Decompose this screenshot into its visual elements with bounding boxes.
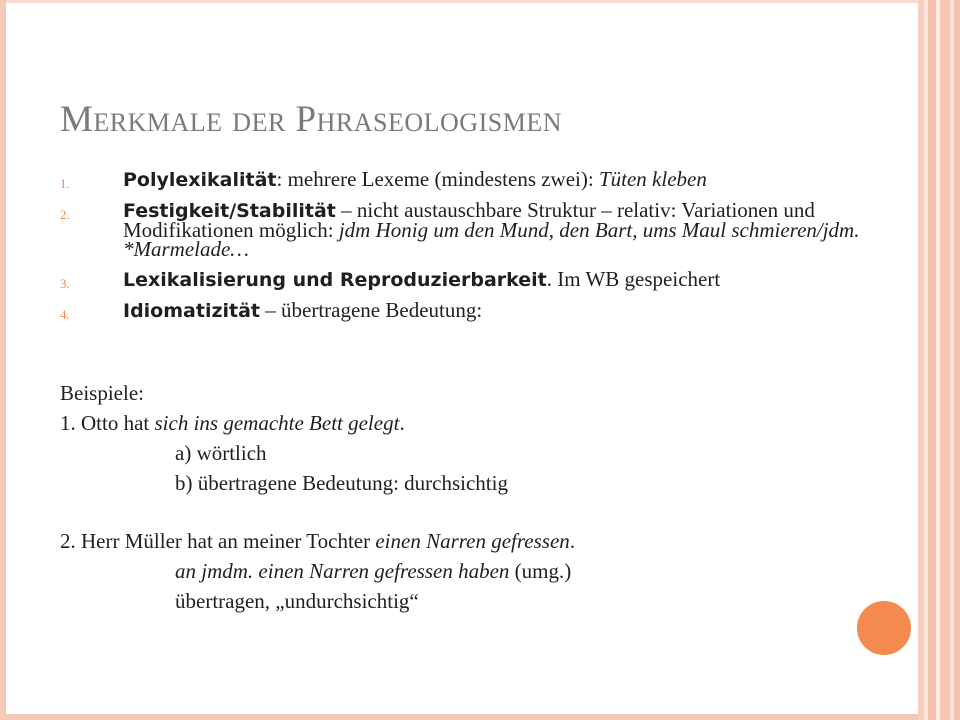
- example-2: [60, 529, 575, 554]
- list-number: 1.: [60, 176, 70, 191]
- term: Idiomatizität: [123, 300, 261, 322]
- decorative-stripes: [918, 0, 960, 720]
- term: Festigkeit/Stabilität: [123, 200, 336, 222]
- example-italic: jdm Honig um den Mund, den Bart, ums Maul schmieren/jdm. *Marmelade…: [123, 218, 860, 261]
- list-number: 4.: [60, 307, 70, 322]
- list-item: [60, 298, 900, 322]
- list-item: [60, 198, 900, 261]
- description: : mehrere Lexeme (mindestens zwei):: [276, 167, 599, 191]
- example-2-note: übertragen, „undurchsichtig“: [175, 589, 419, 613]
- description: – nicht austauschbare Struktur – relativ: Variationen und Modifikationen möglich:: [123, 198, 815, 242]
- list-item: [60, 167, 900, 191]
- example-2-lead: 2. Herr Müller hat an meiner Tochter: [60, 529, 376, 553]
- frame-left-border: [0, 0, 6, 720]
- example-1: [60, 411, 405, 436]
- examples-heading: Beispiele:: [60, 381, 144, 405]
- feature-list: [60, 167, 900, 332]
- example-1-literal: a) wörtlich: [175, 441, 267, 465]
- slide-title: Merkmale der Phraseologismen: [60, 99, 562, 140]
- list-item: [60, 267, 900, 291]
- example-italic: Tüten kleben: [598, 167, 707, 191]
- list-number: 3.: [60, 276, 70, 291]
- example-2-end: .: [569, 529, 576, 553]
- term: Polylexikalität: [123, 169, 277, 191]
- example-2-idiom-base: an jmdm. einen Narren gefressen haben: [175, 559, 510, 583]
- example-2-dictionary-form: [175, 559, 571, 584]
- example-1-figurative: b) übertragene Bedeutung: durchsichtig: [175, 471, 508, 495]
- frame-bottom-border: [0, 714, 930, 720]
- description: . Im WB gespeichert: [546, 267, 721, 291]
- example-1-idiom: sich ins gemachte Bett gelegt: [154, 411, 400, 435]
- example-2-idiom: einen Narren gefressen: [375, 529, 570, 553]
- list-number: 2.: [60, 207, 70, 222]
- frame-top-border: [0, 0, 930, 3]
- example-1-end: .: [399, 411, 405, 435]
- decorative-circle: [854, 598, 914, 658]
- description: – übertragene Bedeutung:: [260, 298, 483, 322]
- example-1-lead: 1. Otto hat: [60, 411, 155, 435]
- example-2-register: (umg.): [509, 559, 572, 583]
- term: Lexikalisierung und Reproduzierbarkeit: [123, 269, 547, 291]
